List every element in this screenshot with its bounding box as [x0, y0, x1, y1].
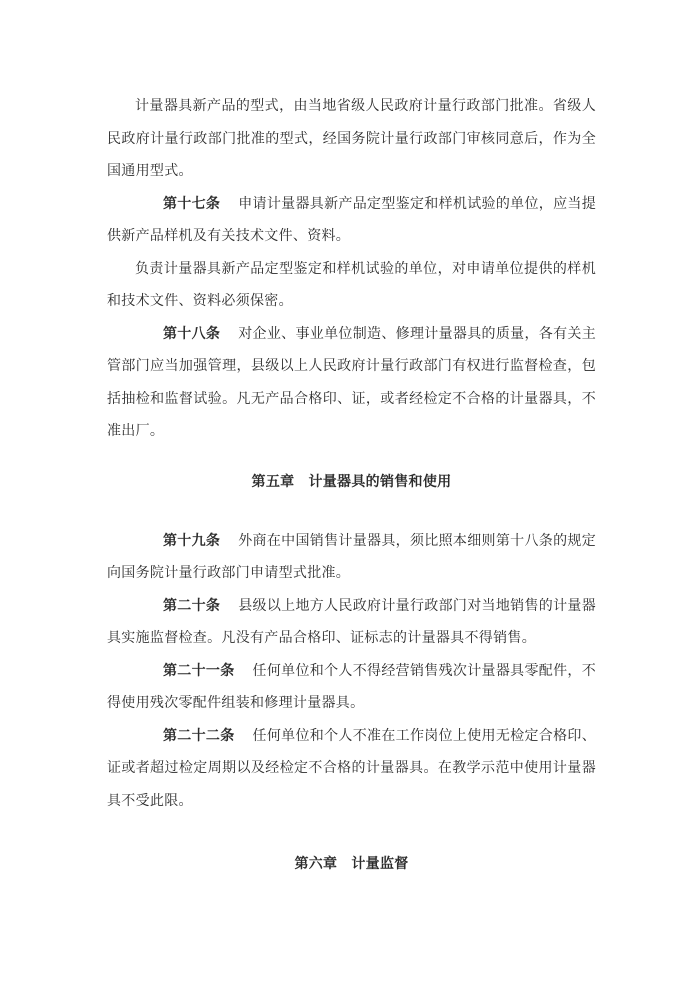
chapter-heading: [107, 471, 596, 491]
article-number: 第十九条: [163, 532, 221, 549]
article-18: [107, 318, 596, 448]
article-number: 第二十条: [163, 597, 221, 614]
article-number: 第二十一条: [163, 662, 235, 679]
article-number: 第二十二条: [163, 727, 235, 744]
paragraph-text: 任何单位和个人不准在工作岗位上使用无检定合格印、证或者超过检定周期以及经检定不合格的计量器具。在教学示范中使用计量器具不受此限。: [107, 727, 596, 809]
chapter-heading: [107, 853, 596, 873]
paragraph-text: 申请计量器具新产品定型鉴定和样机试验的单位，应当提供新产品样机及有关技术文件、资料。: [107, 195, 596, 244]
article-22: [107, 720, 596, 818]
chapter-number: 第五章: [251, 473, 295, 490]
article-19: [107, 525, 596, 590]
chapter-title: 计量器具的销售和使用: [308, 473, 452, 490]
chapter-number: 第六章: [294, 856, 338, 872]
paragraph-text: 县级以上地方人民政府计量行政部门对当地销售的计量器具实施监督检查。凡没有产品合格印、证标志的计量器具不得销售。: [107, 597, 596, 646]
paragraph-text: 负责计量器具新产品定型鉴定和样机试验的单位，对申请单位提供的样机和技术文件、资料必须保密。: [107, 260, 596, 309]
article-number: 第十七条: [163, 195, 221, 212]
article-20: [107, 590, 596, 655]
paragraph-text: 任何单位和个人不得经营销售残次计量器具零配件，不得使用残次零配件组装和修理计量器具。: [107, 662, 596, 711]
paragraph-text: 计量器具新产品的型式，由当地省级人民政府计量行政部门批准。省级人民政府计量行政部门批准的型式，经国务院计量行政部门审核同意后，作为全国通用型式。: [107, 98, 596, 179]
paragraph-text: 外商在中国销售计量器具，须比照本细则第十八条的规定向国务院计量行政部门申请型式批准。: [107, 532, 596, 581]
document-page: [107, 90, 596, 873]
chapter-title: 计量监督: [351, 856, 409, 872]
article-17: [107, 188, 596, 253]
paragraph: [107, 90, 596, 188]
paragraph: [107, 253, 596, 318]
paragraph-text: 对企业、事业单位制造、修理计量器具的质量，各有关主管部门应当加强管理，县级以上人民政府计量行政部门有权进行监督检查，包括抽检和监督试验。凡无产品合格印、证，或者经检定不合格的计量器具，不准出厂。: [107, 325, 596, 439]
article-number: 第十八条: [163, 325, 221, 342]
article-21: [107, 655, 596, 720]
